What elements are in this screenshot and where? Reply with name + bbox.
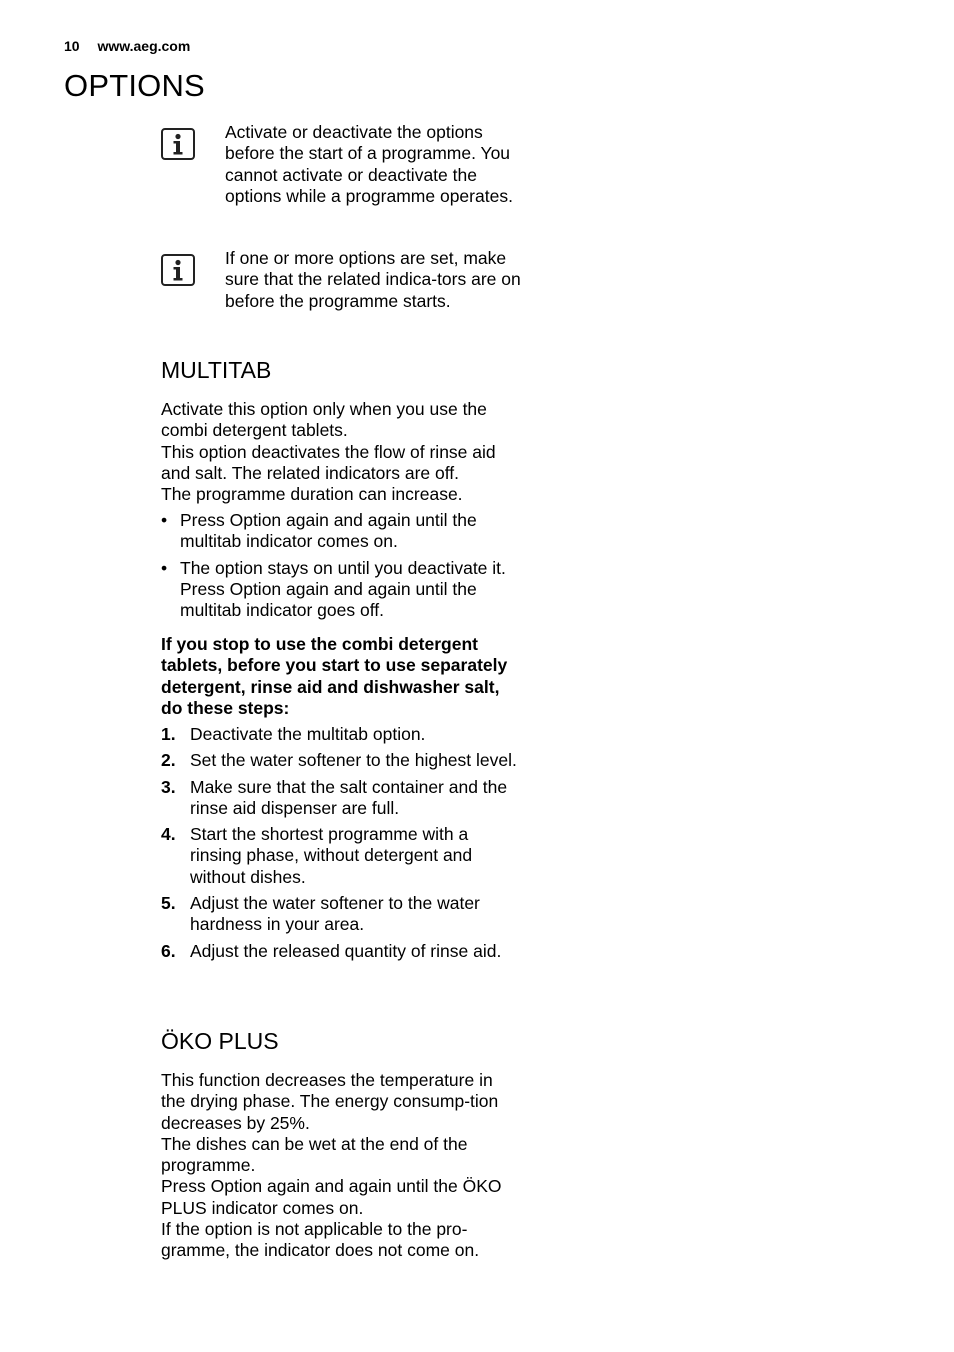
paragraph: If the option is not applicable to the pro-gramme, the indicator does not come on. <box>161 1219 480 1261</box>
paragraph: Activate this option only when you use the combi detergent tablets. <box>161 399 487 441</box>
multitab-steps-intro: If you stop to use the combi detergent tablets, before you start to use separately detergent, rinse aid and dishwasher salt, do these steps: <box>161 634 508 718</box>
step-number: 2. <box>161 750 176 771</box>
oko-plus-heading: ÖKO PLUS <box>161 1028 279 1054</box>
paragraph: The dishes can be wet at the end of the programme. <box>161 1133 468 1176</box>
step-item <box>161 750 521 771</box>
multitab-bullet-list <box>161 510 521 626</box>
bullet-icon: • <box>161 510 168 530</box>
paragraph: This function decreases the temperature in the drying phase. The energy consump-tion decreases by 25%. <box>161 1070 499 1133</box>
bullet-icon: • <box>161 557 168 578</box>
list-item-text: Press Option again and again until the multitab indicator comes on. <box>180 510 477 552</box>
paragraph: This option deactivates the flow of rinse aid and salt. The related indicators are off. <box>161 441 496 483</box>
info-note-1 <box>161 122 531 232</box>
step-item <box>161 941 521 962</box>
step-text: Adjust the water softener to the water hardness in your area. <box>190 893 480 935</box>
list-item <box>161 510 521 553</box>
step-number: 5. <box>161 893 176 914</box>
step-item <box>161 893 521 936</box>
step-text: Adjust the released quantity of rinse aid. <box>190 940 502 961</box>
step-number: 6. <box>161 940 176 961</box>
website-link[interactable]: www.aeg.com <box>97 38 191 54</box>
note-text: If one or more options are set, make sure that the related indica-tors are on before the programme starts. <box>225 248 521 311</box>
step-text: Deactivate the multitab option. <box>190 724 426 744</box>
page-title: OPTIONS <box>64 68 205 103</box>
paragraph: The programme duration can increase. <box>161 484 463 505</box>
list-item <box>161 558 521 622</box>
step-item <box>161 824 521 888</box>
oko-plus-description <box>161 1070 521 1262</box>
step-text: Start the shortest programme with a rinsing phase, without detergent and without dishes. <box>190 824 473 887</box>
step-number: 4. <box>161 824 176 845</box>
step-item <box>161 724 521 745</box>
info-icon <box>161 128 195 160</box>
step-number: 3. <box>161 776 176 797</box>
multitab-description <box>161 399 521 505</box>
step-text: Make sure that the salt container and the rinse aid dispenser are full. <box>190 776 508 818</box>
step-number: 1. <box>161 724 176 744</box>
info-icon <box>161 254 195 286</box>
note-text: Activate or deactivate the options before the start of a programme. You cannot activate or deactivate the options while a programme operates. <box>225 122 513 206</box>
step-text: Set the water softener to the highest level. <box>190 750 517 771</box>
paragraph: Press Option again and again until the ÖKO PLUS indicator comes on. <box>161 1176 502 1218</box>
info-note-2 <box>161 248 531 338</box>
step-item <box>161 777 521 820</box>
list-item-text: The option stays on until you deactivate it. Press Option again and again until the multitab indicator goes off. <box>180 557 506 621</box>
multitab-heading: MULTITAB <box>161 357 272 383</box>
page-number: 10 <box>64 38 80 54</box>
multitab-steps-list <box>161 724 521 967</box>
page-header <box>64 38 190 54</box>
